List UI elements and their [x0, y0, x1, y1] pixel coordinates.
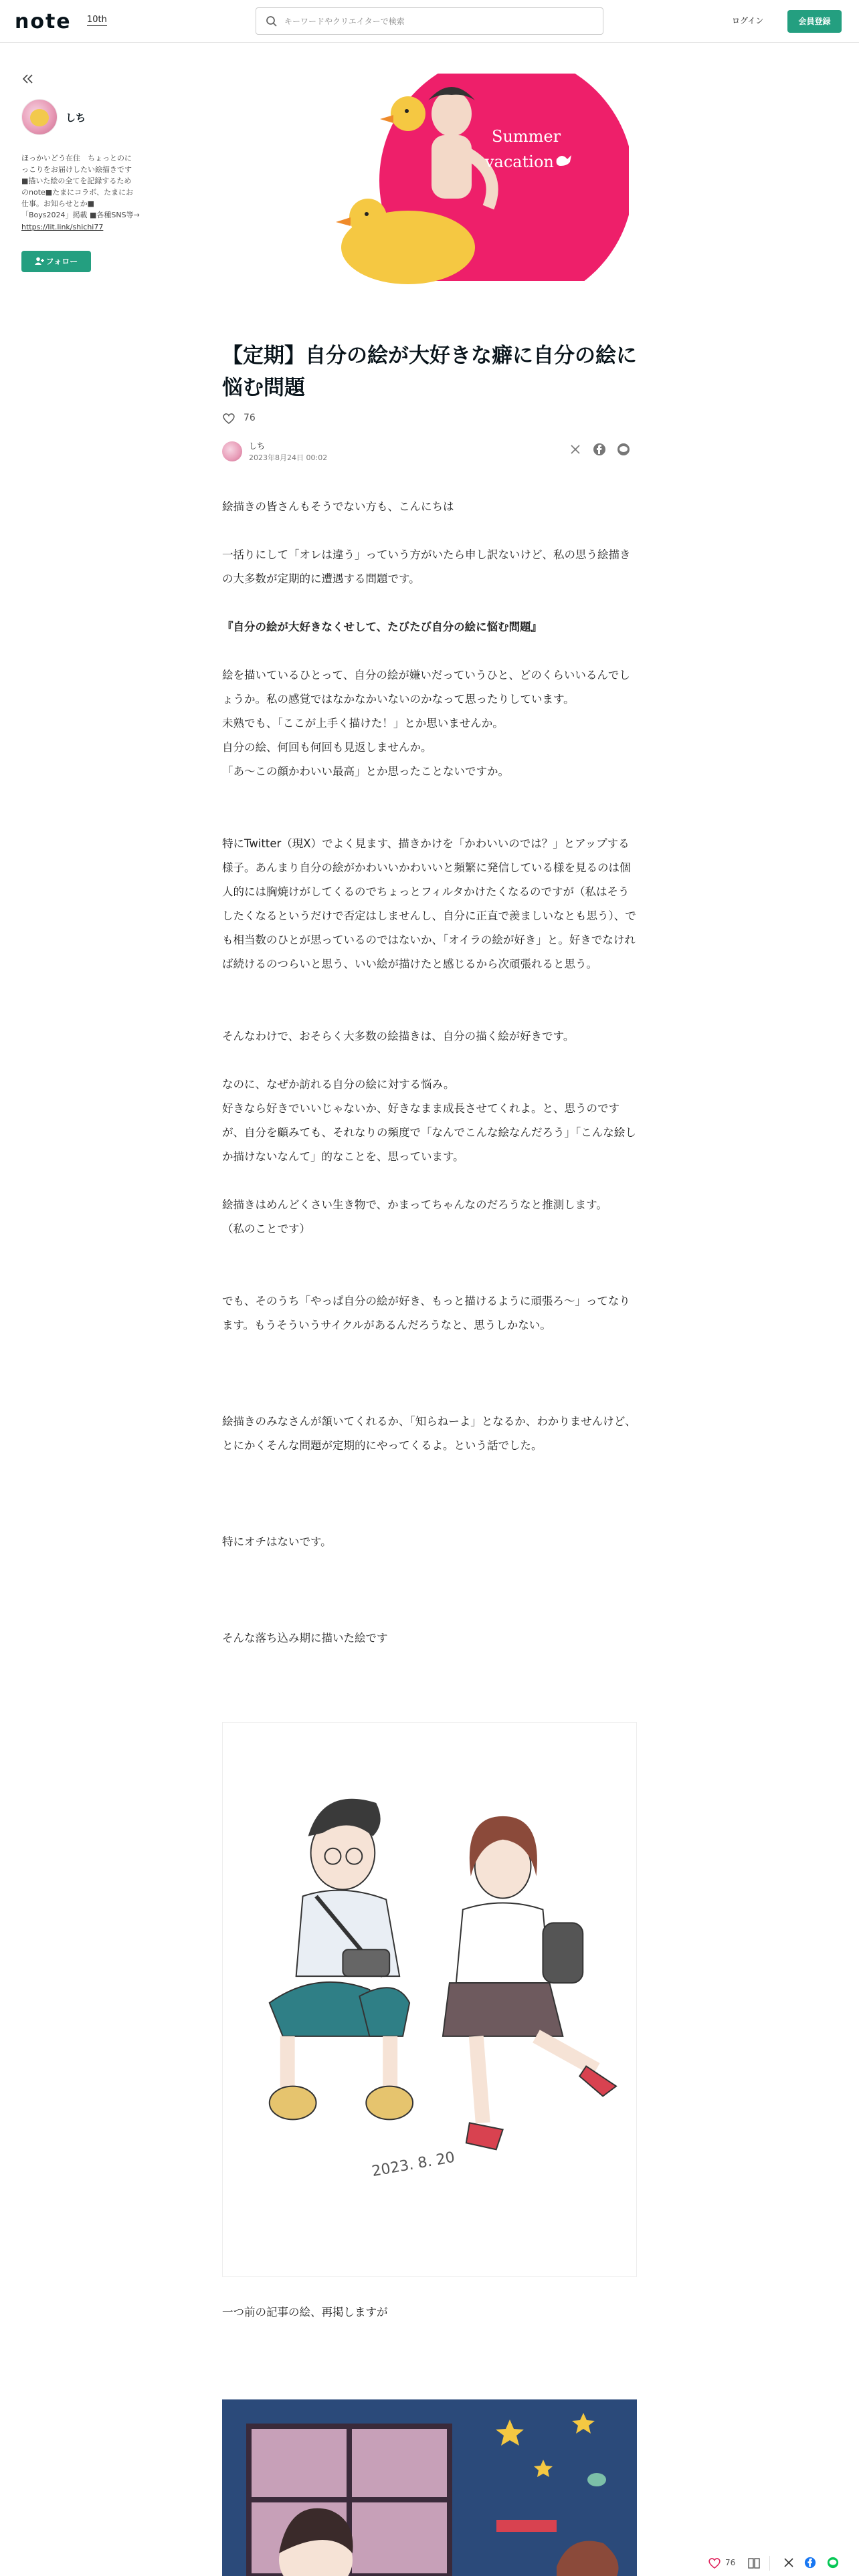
bottom-facebook-share-icon[interactable]: [804, 2557, 816, 2569]
author-bio: ほっかいどう在住 ちょっとのに っこりをお届けしたい絵描きです ■描いた絵の全てを記録するため のnote■たまにコラボ、たまにお 仕事。お知らせとか■ 「Boys2024」掲載 ■各種SNS等→: [21, 154, 140, 219]
author-name[interactable]: しち: [66, 112, 86, 124]
emphasis-paragraph: 『自分の絵が大好きなくせして、たびたび自分の絵に悩む問題』: [222, 621, 543, 633]
paragraph: （私のことです）: [222, 1222, 310, 1235]
article-body: [222, 1025, 637, 1049]
magazine-add-icon[interactable]: [748, 2557, 761, 2569]
article-body: [222, 495, 637, 519]
bottom-x-share-icon[interactable]: [784, 2558, 793, 2567]
x-share-icon[interactable]: [570, 444, 581, 455]
paragraph: 未熟でも、「ここが上手く描けた！」とか思いませんか。: [222, 717, 504, 730]
collapse-sidebar-icon[interactable]: [21, 74, 33, 84]
paragraph: 絵を描いているひとって、自分の絵が嫌いだっていうひと、どのくらいいるんでしょうか。私の感覚ではなかなかいないのかなって思ったりしています。: [222, 669, 630, 706]
paragraph: 絵描きの皆さんもそうでない方も、こんにちは: [222, 500, 454, 513]
bottom-line-share-icon[interactable]: [827, 2557, 839, 2569]
author-avatar[interactable]: [21, 99, 58, 135]
article-illustration-2: [222, 2399, 637, 2576]
article-body: [222, 1289, 637, 1337]
follow-user-icon: [35, 257, 44, 265]
paragraph: そんな落ち込み期に描いた絵です: [222, 1632, 388, 1644]
search-input[interactable]: [284, 13, 592, 29]
site-header: [0, 0, 859, 43]
like-count: 76: [244, 413, 256, 423]
paragraph: 一括りにして「オレは違う」っていう方がいたら申し訳ないけど、私の思う絵描きの大多数が定期的に遭遇する問題です。: [222, 548, 631, 585]
meta-author-avatar[interactable]: [222, 441, 242, 461]
article-body: [222, 2300, 637, 2325]
paragraph: 一つ前の記事の絵、再掲しますが: [222, 2306, 388, 2319]
article-illustration: [222, 1722, 637, 2277]
paragraph: 好きなら好きでいいじゃないか、好きなまま成長させてくれよ。と、思うのですが、自分を顧みても、それなりの頻度で「なんでこんな絵なんだろう」「こんな絵しか描けないなんて」的なことを、思っています。: [222, 1102, 636, 1163]
article-body: [222, 543, 637, 591]
paragraph: 特にTwitter（現X）でよく見ます、描きかけを「かわいいのでは？」とアップする様子。あんまり自分の絵がかわいいかわいいと頻繁に発信している様を見るのは個人的には胸焼けがしてくるのでちょっとフィルタかけたくなるのですが（私はそうしたくなるというだけで否定はしませんし、自分に正直で羨ましいなとも思う）、でも相当数のひとが思っているのではないか、「オイラの絵が好き」と。好きでなければ続けるのつらいと思う、いい絵が描けたと感じるから次頑張れると思う。: [222, 837, 636, 970]
bottom-like-count: 76: [725, 2558, 736, 2567]
login-link[interactable]: ログイン: [732, 16, 764, 25]
article-body: [222, 1530, 637, 1554]
article-body: [222, 663, 637, 784]
follow-button[interactable]: フォロー: [21, 251, 91, 272]
search-icon: [266, 15, 278, 27]
note-logo[interactable]: note: [15, 10, 72, 33]
meta-author-name[interactable]: しち: [249, 441, 266, 451]
signup-button[interactable]: 会員登録: [787, 10, 842, 33]
bottom-action-bar: [696, 2548, 859, 2576]
anniversary-badge: 10th: [87, 15, 107, 25]
author-link[interactable]: https://lit.link/shichi77: [21, 223, 104, 231]
paragraph: 「あ〜この顔かわいい最高」とか思ったことないですか。: [222, 765, 509, 778]
search-box[interactable]: [256, 7, 603, 35]
article-title: 【定期】自分の絵が大好きな癖に自分の絵に悩む問題: [222, 344, 637, 400]
facebook-share-icon[interactable]: [593, 443, 606, 456]
bottom-like-icon[interactable]: [708, 2557, 721, 2569]
publish-date: 2023年8月24日 00:02: [249, 453, 328, 462]
divider: [769, 2556, 770, 2571]
article-body: [222, 1626, 637, 1650]
article-body: [222, 832, 637, 976]
hero-illustration: [321, 74, 629, 294]
hero-text-vacation: vacation: [485, 152, 554, 171]
paragraph: 絵描きはめんどくさい生き物で、かまってちゃんなのだろうなと推測します。: [222, 1198, 607, 1211]
hero-text-summer: Summer: [492, 127, 561, 146]
illustration-date: 2023. 8. 20: [370, 2149, 456, 2181]
line-share-icon[interactable]: [617, 443, 630, 456]
paragraph: 特にオチはないです。: [222, 1535, 332, 1548]
paragraph: なのに、なぜか訪れる自分の絵に対する悩み。: [222, 1078, 455, 1091]
article-body: [222, 1410, 637, 1458]
paragraph: そんなわけで、おそらく大多数の絵描きは、自分の描く絵が好きです。: [222, 1030, 575, 1043]
paragraph: 自分の絵、何回も何回も見返しませんか。: [222, 741, 432, 754]
like-icon[interactable]: [222, 413, 235, 425]
article-body: [222, 1073, 637, 1169]
paragraph: でも、そのうち「やっぱ自分の絵が好き、もっと描けるように頑張ろ〜」ってなります。もうそういうサイクルがあるんだろうなと、思うしかない。: [222, 1295, 630, 1331]
article-body: [222, 1193, 637, 1241]
paragraph: 絵描きのみなさんが頷いてくれるか、「知らねーよ」となるか、わかりませんけど、とにかくそんな問題が定期的にやってくるよ。という話でした。: [222, 1415, 636, 1452]
